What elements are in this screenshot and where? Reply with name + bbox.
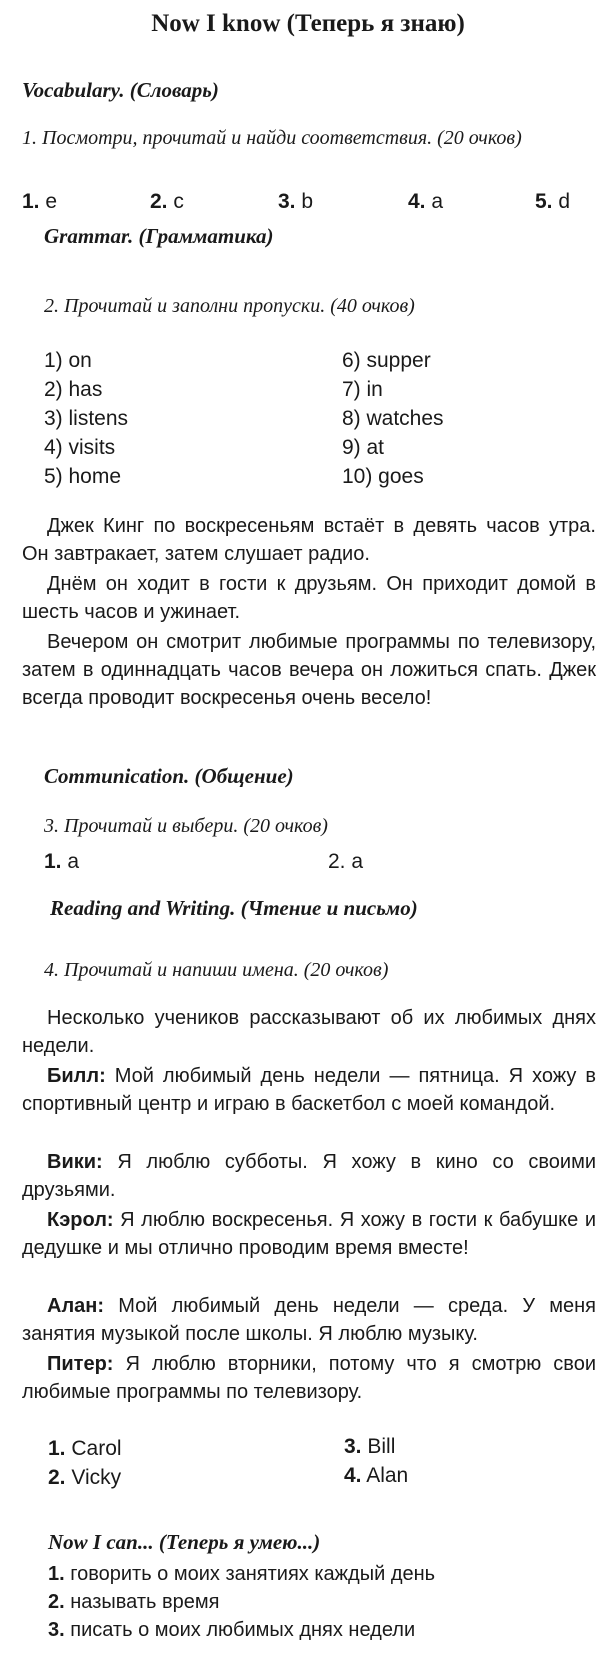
grammar-answer: 6) supper xyxy=(342,349,431,372)
vocabulary-task: 1. Посмотри, прочитай и найди соответствия. (20 очков) xyxy=(22,127,522,149)
vocabulary-answer: 4. a xyxy=(408,190,444,213)
reading-speaker: Билл: Мой любимый день недели — пятница. Я хожу в спортивный центр и играю в баскетбол с моей командой. xyxy=(22,1065,596,1115)
reading-task: 4. Прочитай и напиши имена. (20 очков) xyxy=(44,959,389,981)
grammar-answers-right xyxy=(342,346,444,491)
now-i-can-item: 2. называть время xyxy=(48,1591,220,1613)
now-i-can-item: 1. говорить о моих занятиях каждый день xyxy=(48,1563,436,1585)
grammar-answer: 7) in xyxy=(342,378,383,401)
grammar-answers-left xyxy=(44,346,128,491)
now-i-can-heading: Now I can... (Теперь я умею...) xyxy=(48,1530,321,1554)
grammar-answer: 5) home xyxy=(44,465,122,488)
now-i-can-item: 3. писать о моих любимых днях недели xyxy=(48,1619,416,1641)
grammar-answer: 2) has xyxy=(44,378,103,401)
vocabulary-answer: 1. e xyxy=(22,190,58,213)
grammar-heading: Grammar. (Грамматика) xyxy=(44,224,274,248)
grammar-paragraph: Вечером он смотрит любимые программы по телевизору, затем в одиннадцать часов вечера он ложиться спать. Джек всегда проводит воскресенья очень весело! xyxy=(22,631,596,709)
grammar-paragraph: Джек Кинг по воскресеньям встаёт в девять часов утра. Он завтракает, затем слушает радио. xyxy=(22,515,596,565)
communication-heading: Communication. (Общение) xyxy=(44,764,294,788)
grammar-paragraph: Днём он ходит в гости к друзьям. Он приходит домой в шесть часов и ужинает. xyxy=(22,573,596,623)
now-i-can-list xyxy=(48,1560,435,1644)
reading-intro: Несколько учеников рассказывают об их любимых днях недели. xyxy=(22,1007,596,1057)
vocabulary-answer: 3. b xyxy=(278,190,314,213)
page-title: Now I know (Теперь я знаю) xyxy=(151,10,465,37)
reading-answer: 4. Alan xyxy=(344,1464,409,1487)
communication-answer: 1. a xyxy=(44,850,80,873)
vocabulary-answer: 5. d xyxy=(535,190,571,213)
grammar-answer: 8) watches xyxy=(342,407,444,430)
grammar-answer: 3) listens xyxy=(44,407,129,430)
communication-task: 3. Прочитай и выбери. (20 очков) xyxy=(44,815,328,837)
communication-answer: 2. a xyxy=(328,850,364,873)
reading-speaker: Кэрол: Я люблю воскресенья. Я хожу в гости к бабушке и дедушке и мы отлично проводим время вместе! xyxy=(22,1209,596,1259)
grammar-answer: 4) visits xyxy=(44,436,116,459)
reading-speaker: Питер: Я люблю вторники, потому что я смотрю свои любимые программы по телевизору. xyxy=(22,1353,596,1403)
grammar-task: 2. Прочитай и заполни пропуски. (40 очков) xyxy=(44,295,415,317)
reading-heading: Reading and Writing. (Чтение и письмо) xyxy=(50,896,418,920)
reading-answer: 2. Vicky xyxy=(48,1466,122,1489)
vocabulary-answer: 2. c xyxy=(150,190,184,213)
reading-speaker: Алан: Мой любимый день недели — среда. У меня занятия музыкой после школы. Я люблю музыку. xyxy=(22,1295,596,1345)
grammar-answer: 1) on xyxy=(44,349,92,372)
grammar-answer: 9) at xyxy=(342,436,385,459)
grammar-answer: 10) goes xyxy=(342,465,424,488)
reading-answer: 3. Bill xyxy=(344,1435,396,1458)
vocabulary-heading: Vocabulary. (Словарь) xyxy=(22,78,219,102)
reading-speaker: Вики: Я люблю субботы. Я хожу в кино со своими друзьями. xyxy=(22,1151,597,1201)
reading-answer: 1. Carol xyxy=(48,1437,122,1460)
